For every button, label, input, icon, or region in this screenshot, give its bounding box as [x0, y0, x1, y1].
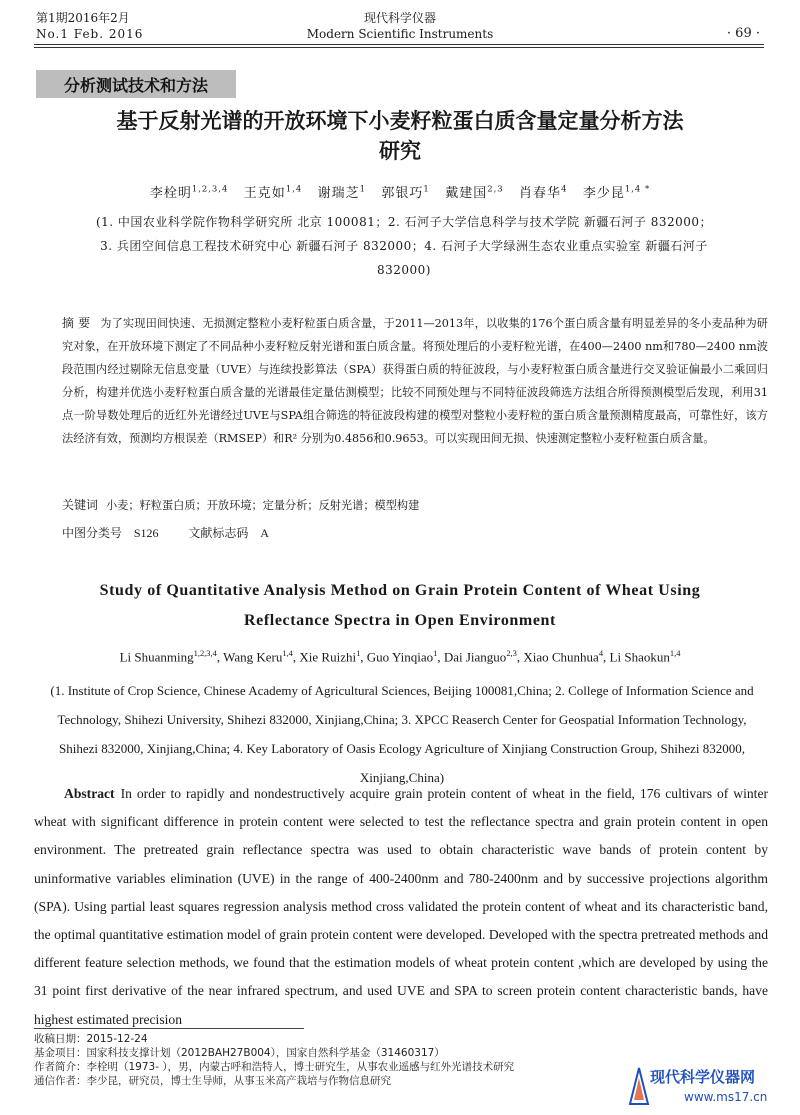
authors-cn [0, 182, 800, 201]
affiliations-en [50, 676, 754, 792]
author-sup: 2,3 [506, 648, 517, 658]
author-cn: 肖春华 [519, 186, 562, 201]
issue-en: No.1 Feb. 2016 [36, 27, 144, 41]
footnote-fund: 基金项目：国家科技支撑计划（2012BAH27B004），国家自然科学基金（31460317） [34, 1047, 445, 1059]
footnote-author: 作者简介：李栓明（1973- ），男，内蒙古呼和浩特人，博士研究生，从事农业遥感与红外光谱技术研究 [34, 1061, 515, 1073]
title-cn-line2: 研究 [379, 139, 421, 163]
author-en: Li Shuanming [119, 649, 194, 665]
affiliations-cn [34, 210, 774, 282]
affiliation-en-line: Technology, Shihezi University, Shihezi 832000, Xinjiang,China; 3. XPCC Reaserch Center for Geospatial Information Technology, [57, 712, 747, 727]
title-en [40, 576, 760, 636]
author-sup: 4 [561, 183, 568, 194]
author-cn: 李栓明 [149, 186, 192, 201]
author-sup: 1,4 [285, 183, 303, 194]
clc-value: S126 [133, 526, 159, 540]
author-en: Wang Keru [223, 649, 283, 665]
author-sup: 1 [359, 183, 366, 194]
author-cn: 郭银巧 [381, 186, 424, 201]
abstract-cn-text: 为了实现田间快速、无损测定整粒小麦籽粒蛋白质含量，于2011—2013年，以收集的176个蛋白质含量有明显差异的冬小麦品种为研究对象，在开放环境下测定了不同品种小麦籽粒反射光谱和蛋白质含量。将预处理后的小麦籽粒光谱，在400—2400 nm和780—2400 nm波段范围内经过剔除无信息变量（UVE）与连续投影算法（SPA）获得蛋白质的特征波段，与小麦籽粒蛋白质含量进行交叉验证偏最小二乘回归分析，构建并优选小麦籽粒蛋白质含量的光谱最佳定量估测模型；比较不同预处理与不同特征波段筛选方法组合所得预测模型后发现，利用31点一阶导数处理后的近红外光谱经过UVE与SPA组合筛选的特征波段构建的模型对整粒小麦籽粒的蛋白质含量预测精度最高，可靠性好，该方法经济有效，预测均方根误差（RMSEP）和R² 分别为0.4856和0.9653。可以实现田间无损、快速测定整粒小麦籽粒蛋白质含量。 [62, 317, 768, 445]
author-sup: 1,4 * [624, 183, 651, 194]
author-cn: 李少昆 [582, 186, 625, 201]
author-en: Xie Ruizhi [299, 649, 357, 665]
author-sup: 2,3 [487, 183, 504, 194]
affiliation-en-line: Shihezi 832000, Xinjiang,China; 4. Key Laboratory of Oasis Ecology Agriculture of Xinjiang Construction Group, Shihezi 832000, [58, 741, 745, 756]
affiliation-en-line: (1. Institute of Crop Science, Chinese Academy of Agricultural Sciences, Beijing 100081,China; 2. College of Information Science and [50, 683, 754, 698]
title-cn-line1: 基于反射光谱的开放环境下小麦籽粒蛋白质含量定量分析方法 [116, 109, 684, 133]
abstract-en-text: In order to rapidly and nondestructively acquire grain protein content of wheat in the field, 176 cultivars of winter wheat with significant difference in protein content were selected to test the reflectance spectra and grain protein content in open environment. The pretreated grain reflectance spectra was used to obtain characteristic wave bands of protein content by uninformative variables elimination (UVE) in the range of 400-2400nm and 780-2400nm and by successive projections algorithm (SPA). Using partial least squares regression analysis method cross validated the protein content of wheat and its characteristic band, the optimal quantitative estimation model of grain protein content were developed. Developed with the spectra pretreated methods and different feature selection methods, we found that the estimation models of wheat protein content ,which are developed by using the 31 point first derivative of the near infrared spectrum, and used UVE and SPA to screen protein content characteristic bands, have highest estimated precision [34, 786, 768, 1027]
watermark-name: 现代科学仪器网 [650, 1068, 756, 1086]
affiliation-cn-line: (1. 中国农业科学院作物科学研究所 北京 100081；2. 石河子大学信息科学与技术学院 新疆石河子 832000； [95, 215, 713, 229]
author-en: Xiao Chunhua [523, 649, 599, 665]
keywords-cn-text: 小麦；籽粒蛋白质；开放环境；定量分析；反射光谱；模型构建 [106, 499, 420, 512]
author-sup: 1 [356, 648, 361, 658]
author-cn: 谢瑞芝 [317, 186, 360, 201]
affiliation-en-line: Xinjiang,China) [359, 770, 445, 785]
author-sup: 1,2,3,4 [191, 183, 229, 194]
section-label: 分析测试技术和方法 [36, 70, 236, 98]
classification-cn [62, 524, 269, 541]
abstract-en [34, 780, 768, 1034]
author-sup: 1 [423, 183, 430, 194]
author-sup: 1,2,3,4 [193, 648, 217, 658]
author-en: Li Shaokun [609, 649, 670, 665]
footnote-rule [34, 1028, 304, 1029]
clc-label: 中图分类号 [62, 526, 123, 540]
author-cn: 戴建国 [445, 186, 488, 201]
author-sup: 1 [433, 648, 438, 658]
page-number: · 69 · [726, 26, 760, 41]
keywords-cn [62, 496, 419, 513]
title-en-line1: Study of Quantitative Analysis Method on Grain Protein Content of Wheat Using [99, 582, 701, 599]
header-rule [34, 44, 764, 45]
title-en-line2: Reflectance Spectra in Open Environment [244, 612, 556, 629]
footnote-received: 收稿日期：2015-12-24 [34, 1033, 148, 1045]
doc-code-label: 文献标志码 [188, 526, 249, 540]
header-rule-2 [34, 47, 764, 48]
author-sup: 1,4 [282, 648, 293, 658]
journal-name [0, 10, 800, 42]
abstract-en-label: Abstract [64, 786, 115, 801]
author-cn: 王克如 [243, 186, 286, 201]
keywords-cn-label: 关键词 [62, 498, 99, 512]
doc-code-value: A [260, 526, 269, 540]
abstract-cn [62, 312, 768, 450]
footnote-corresponding: 通信作者：李少昆，研究员，博士生导师，从事玉米高产栽培与作物信息研究 [34, 1075, 391, 1087]
author-en: Guo Yinqiao [366, 649, 434, 665]
abstract-cn-label: 摘 要 [62, 316, 91, 330]
journal-en: Modern Scientific Instruments [306, 27, 494, 41]
title-cn [30, 106, 770, 166]
affiliation-cn-line: 832000) [377, 263, 431, 277]
author-en: Dai Jianguo [443, 649, 507, 665]
watermark-url: www.ms17.cn [684, 1090, 768, 1104]
footnotes [34, 1032, 514, 1088]
author-sup: 1,4 [669, 648, 681, 658]
journal-cn: 现代科学仪器 [363, 11, 436, 25]
authors-en: Li Shuanming$^{1,2,3,4}$, Wang Keru$^{1,4}$, Xie Ruizhi$^1$, Guo Yinqiao$^1$, Dai Jianguo$^{2,3}$, Xiao Chunhua$^4$, Li Shaokun$^{1,4}$ [119, 648, 681, 665]
watermark-logo-icon [628, 1066, 650, 1106]
author-sup: 4 [598, 648, 604, 658]
affiliation-cn-line: 3. 兵团空间信息工程技术研究中心 新疆石河子 832000；4. 石河子大学绿洲生态农业重点实验室 新疆石河子 [100, 239, 708, 253]
issue-cn: 第1期2016年2月 [36, 11, 130, 25]
